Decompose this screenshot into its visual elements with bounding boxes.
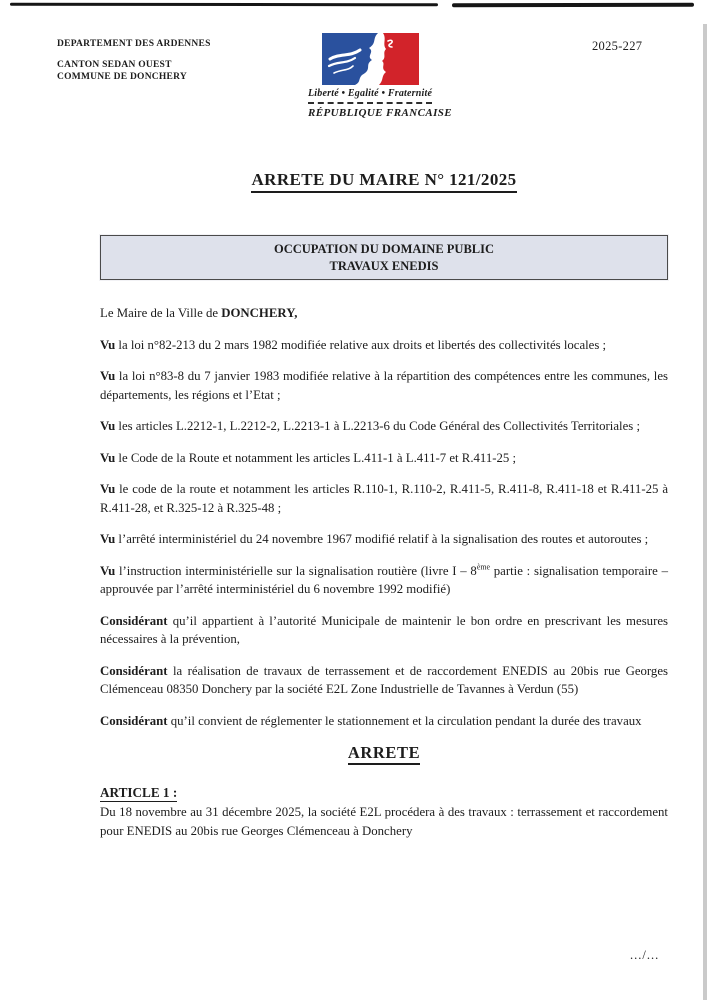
paragraph: Vu le Code de la Route et notamment les articles L.411-1 à L.411-7 et R.411-25 ; (100, 450, 517, 465)
paragraph: Considérant la réalisation de travaux de terrassement et de raccordement ENEDIS au 20bis rue Georges Clémenceau 08350 Donchery par la société E2L Zone Industrielle de Tavannes à Verdun (55) (100, 663, 668, 696)
subject-line-2: TRAVAUX ENEDIS (329, 258, 439, 273)
motto-text: Liberté • Egalité • Fraternité (308, 88, 433, 99)
paragraph: Vu l’instruction interministérielle sur la signalisation routière (livre I – 8ème partie : signalisation temporaire – approuvée par l’arrêté interministériel du 6 novembre 1992 modifié) (100, 562, 668, 596)
article-1-text: Du 18 novembre au 31 décembre 2025, la société E2L procédera à des travaux : terrassement et raccordement pour ENEDIS au 20bis rue Georges Clémenceau à Donchery (100, 805, 668, 838)
decree-title: ARRETE DU MAIRE N° 121/2025 (100, 170, 668, 193)
scan-artifact-right-edge (703, 24, 707, 1000)
department-line: DEPARTEMENT DES ARDENNES (57, 39, 211, 49)
article-1-heading: ARTICLE 1 : (100, 785, 178, 800)
paragraph: Vu les articles L.2212-1, L.2212-2, L.2213-1 à L.2213-6 du Code Général des Collectivités Territoriales ; (100, 419, 641, 433)
subject-line-1: OCCUPATION DU DOMAINE PUBLIC (273, 242, 495, 256)
reference-number: 2025-227 (592, 39, 643, 53)
subject-box (100, 235, 668, 280)
commune-line: COMMUNE DE DONCHERY (57, 72, 188, 82)
decision-heading: ARRETE (100, 743, 668, 765)
paragraph: Vu l’arrêté interministériel du 24 novembre 1967 modifié relatif à la signalisation des routes et autoroutes ; (100, 532, 649, 546)
paragraph: Le Maire de la Ville de DONCHERY, (100, 306, 298, 320)
document-body (100, 0, 668, 840)
body-paragraphs (100, 304, 668, 730)
republic-text: RÉPUBLIQUE FRANCAISE (308, 107, 453, 119)
canton-line: CANTON SEDAN OUEST (57, 60, 172, 70)
page-continuation-mark: .../... (630, 948, 660, 962)
paragraph: Vu la loi n°83-8 du 7 janvier 1983 modifiée relative à la répartition des compétences entre les communes, les départements, les régions et l’Etat ; (100, 369, 668, 402)
paragraph: Considérant qu’il appartient à l’autorité Municipale de maintenir le bon ordre en prescrivant les mesures nécessaires à la prévention, (100, 613, 668, 646)
paragraph: Vu le code de la route et notamment les articles R.110-1, R.110-2, R.411-5, R.411-8, R.411-18 et R.411-25 à R.411-28, et R.325-12 à R.325-48 ; (100, 482, 668, 515)
paragraph: Considérant qu’il convient de réglementer le stationnement et la circulation pendant la durée des travaux (100, 713, 642, 728)
paragraph: Vu la loi n°82-213 du 2 mars 1982 modifiée relative aux droits et libertés des collectivités locales ; (100, 337, 607, 352)
